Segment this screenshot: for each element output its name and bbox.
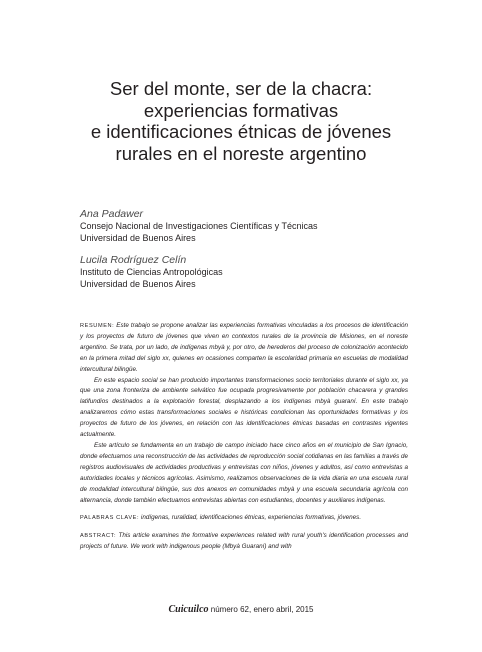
author-affiliation: Consejo Nacional de Investigaciones Científicas y Técnicas bbox=[80, 221, 318, 231]
keywords-paragraph bbox=[80, 513, 408, 524]
author-affiliation: Instituto de Ciencias Antropológicas bbox=[80, 267, 223, 277]
author-1 bbox=[80, 208, 440, 244]
resumen-paragraph-3: Este artículo se fundamenta en un trabajo de campo iniciado hace cinco años en el municipio de San Ignacio, donde efectuamos una reconstrucción de las actividades de reproducción social cotidianas en las familias a través de registros audiovisuales de actividades productivas y entrevistas con niños, jóvenes y adultos, así como entrevistas a autoridades locales y técnicos agrícolas. Asimismo, realizamos observaciones de la vida diaria en una escuela rural de modalidad intercultural bilingüe, sus dos anexos en comunidades mbyà y una escuela secundaria agrícola con alternancia, donde también efectuamos entrevistas abiertas con estudiantes, docentes y auxiliares indígenas. bbox=[80, 441, 408, 504]
author-name: Lucila Rodríguez Celín bbox=[80, 254, 187, 266]
author-name: Ana Padawer bbox=[80, 208, 144, 220]
keywords-label: PALABRAS CLAVE: bbox=[80, 515, 140, 522]
keywords-text: indígenas, ruralidad, identificaciones étnicas, experiencias formativas, jóvenes. bbox=[140, 514, 362, 522]
page-footer bbox=[0, 604, 482, 615]
abstract-section bbox=[80, 321, 408, 553]
author-affiliation: Universidad de Buenos Aires bbox=[80, 278, 196, 289]
spacer bbox=[80, 506, 408, 513]
resumen-text: Este trabajo se propone analizar las experiencias formativas vinculadas a los procesos de identificación y los proyectos de futuro de jóvenes que viven en contextos rurales de la provincia de Misiones, en el noreste argentino. Se trata, por un lado, de indígenas mbyà y, por otro, de herederos del proceso de colonización acontecido en la primera mitad del siglo xx, quienes en ocasiones comparten la escolaridad primaria en escuelas de modalidad intercultural bilingüe. bbox=[80, 322, 408, 373]
spacer bbox=[80, 524, 408, 531]
title-line-2: experiencias formativas bbox=[143, 99, 339, 121]
abstract-label: ABSTRACT: bbox=[80, 533, 117, 540]
title-line-3: e identificaciones étnicas de jóvenes bbox=[90, 121, 392, 142]
abstract-text: This article examines the formative experiences related with rural youth's identification processes and projects of future. We work with indigenous people (Mbyà Guaraní) and with bbox=[80, 532, 408, 551]
title-line-1: Ser del monte, ser de la chacra: bbox=[109, 78, 373, 99]
title-line-4: rurales en el noreste argentino bbox=[115, 142, 367, 164]
journal-logo: Cuicuilco bbox=[168, 604, 209, 615]
article-title bbox=[40, 78, 442, 164]
author-affiliation: Universidad de Buenos Aires bbox=[80, 232, 196, 243]
resumen-label: RESUMEN: bbox=[80, 323, 115, 329]
resumen-paragraph-1 bbox=[80, 321, 408, 376]
resumen-paragraph-2: En este espacio social se han producido importantes transformaciones socio territoriales durante el siglo xx, ya que una zona fronteriza de ambiente selvático fue ocupada progresivamente por población chacarera y grandes latifundios destinados a la explotación forestal, desplazando a los indígenas mbyà guaraní. En este trabajo analizaremos cómo estas transformaciones sociales e históricas condicionan las oportunidades formativas y los proyectos de futuro de los jóvenes, en relación con las identificaciones étnicas basadas en contrastes vigentes actualmente. bbox=[80, 376, 408, 439]
english-abstract-paragraph bbox=[80, 531, 408, 553]
author-block bbox=[80, 208, 440, 300]
issue-info: número 62, enero abril, 2015 bbox=[210, 605, 314, 614]
author-2 bbox=[80, 254, 440, 290]
